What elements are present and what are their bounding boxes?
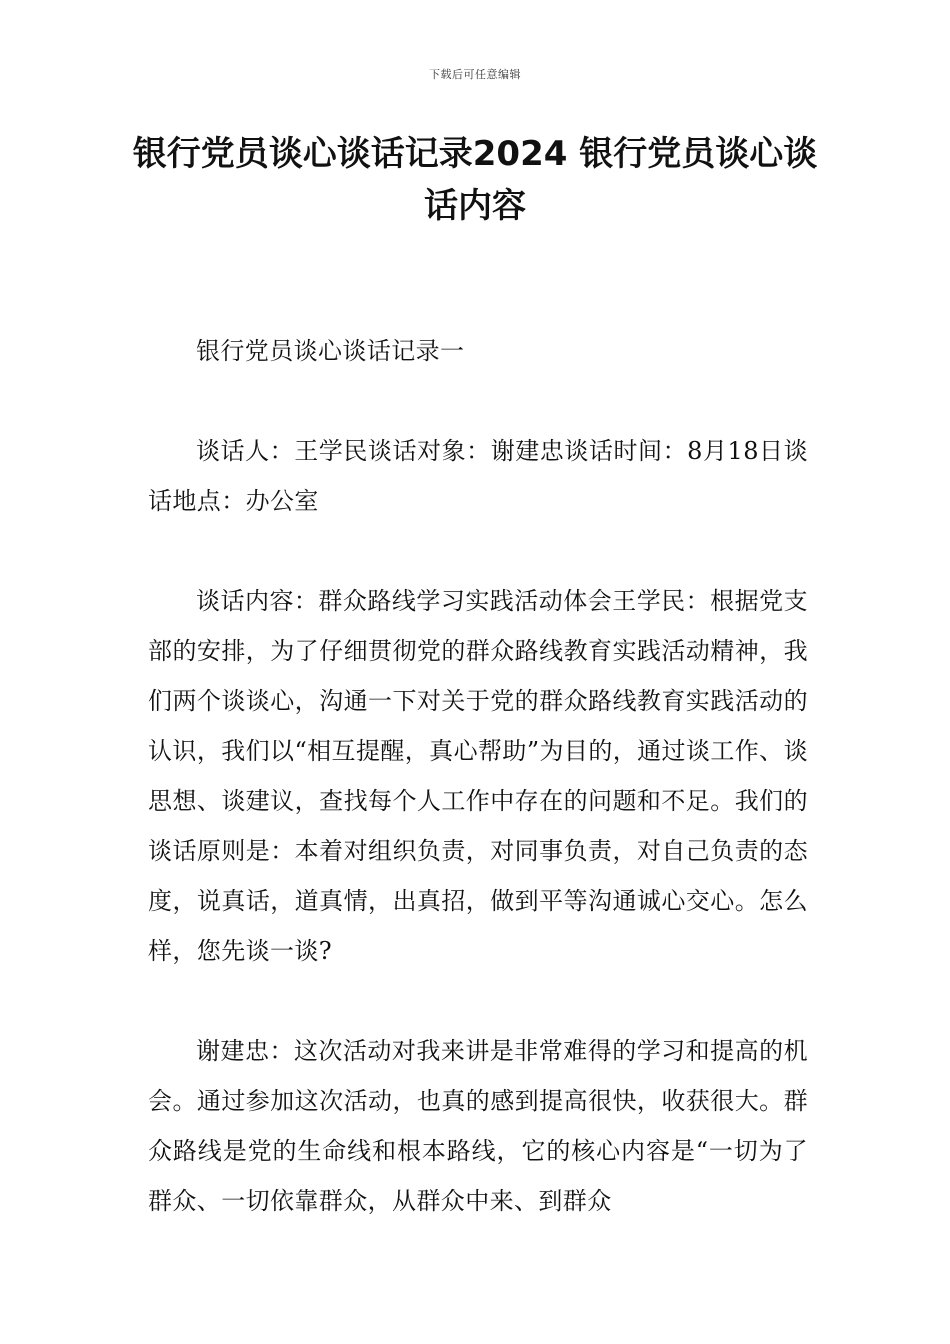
paragraph-section-heading: 银行党员谈心谈话记录一 xyxy=(196,337,465,365)
document-body xyxy=(148,326,808,1276)
paragraph-talk-content: 谈话内容：群众路线学习实践活动体会王学民：根据党支部的安排，为了仔细贯彻党的群众路线教育实践活动精神，我们两个谈谈心，沟通一下对关于党的群众路线教育实践活动的认识，我们以“相互提醒，真心帮助”为目的，通过谈工作、谈思想、谈建议，查找每个人工作中存在的问题和不足。我们的谈话原则是：本着对组织负责，对同事负责，对自己负责的态度，说真话，道真情，出真招，做到平等沟通诚心交心。怎么样，您先谈一谈? xyxy=(148,587,808,965)
document-title: 银行党员谈心谈话记录2024 银行党员谈心谈话内容 xyxy=(132,134,818,226)
header-note: 下载后可任意编辑 xyxy=(429,68,521,81)
paragraph-meeting-info: 谈话人：王学民谈话对象：谢建忠谈话时间：8月18日谈话地点：办公室 xyxy=(148,437,808,515)
paragraph-response: 谢建忠：这次活动对我来讲是非常难得的学习和提高的机会。通过参加这次活动，也真的感到提高很快，收获很大。群众路线是党的生命线和根本路线，它的核心内容是“一切为了群众、一切依靠群众，从群众中来、到群众 xyxy=(148,1037,808,1215)
